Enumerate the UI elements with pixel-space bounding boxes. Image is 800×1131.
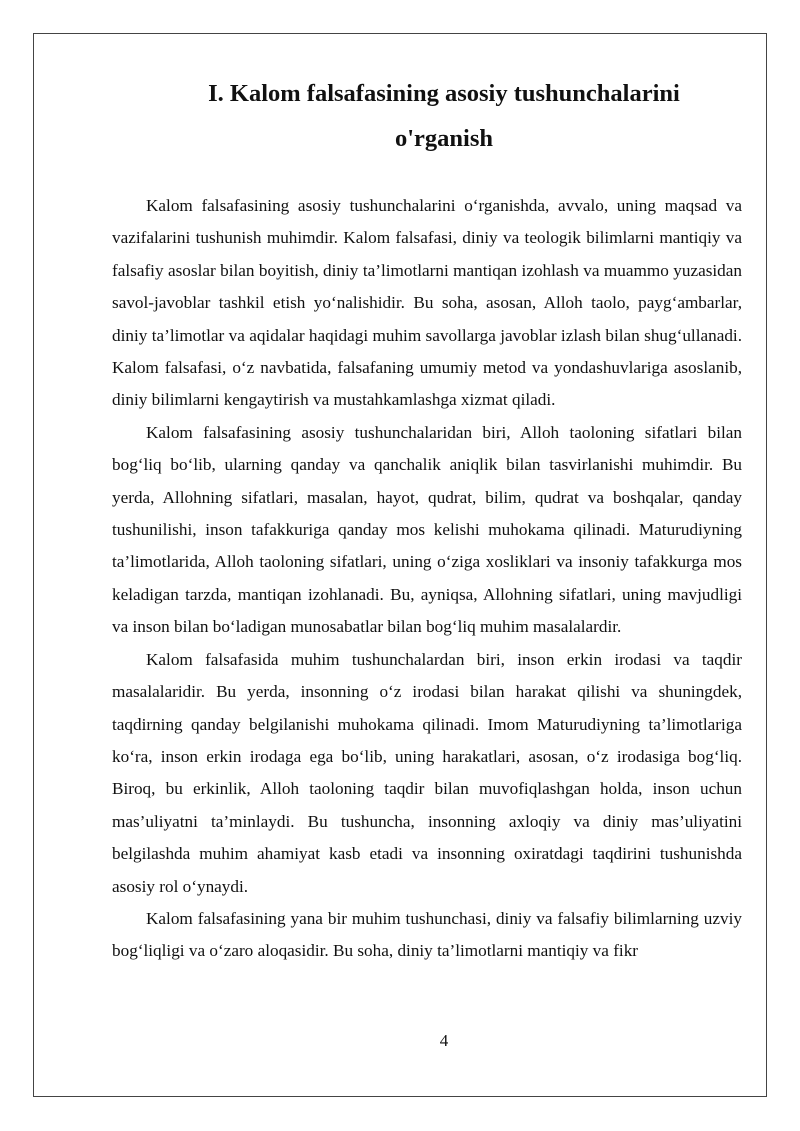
- section-title-continuation: o'rganish: [394, 125, 494, 152]
- paragraph: Kalom falsafasining yana bir muhim tushunchasi, diniy va falsafiy bilimlarning uzviy bog‘liqligi va o‘zaro aloqasidir. Bu soha, diniy ta’limotlarni mantiqiy va fikr: [112, 908, 742, 961]
- body-text: [112, 190, 742, 968]
- page-number: 4: [439, 1031, 449, 1050]
- paragraph: Kalom falsafasida muhim tushunchalardan biri, inson erkin irodasi va taqdir masalalaridir. Bu yerda, insonning o‘z irodasi bilan harakat qilishi va shuningdek, taqdirning qanday belgilanishi muhokama qilinadi. Imom Maturudiyning ta’limotlariga ko‘ra, inson erkin irodaga ega bo‘lib, uning harakatlari, asosan, o‘z irodasiga bog‘liq. Biroq, bu erkinlik, Alloh taoloning taqdir bilan muvofiqlashgan holda, inson uchun mas’uliyatni ta’minlaydi. Bu tushuncha, insonning axloqiy va diniy mas’uliyatini belgilashda muhim ahamiyat kasb etadi va insonning oxiratdagi taqdirini tushunishda asosiy rol o‘ynaydi.: [112, 649, 742, 896]
- paragraph: Kalom falsafasining asosiy tushunchalarini o‘rganishda, avvalo, uning maqsad va vazifalarini tushunish muhimdir. Kalom falsafasi, diniy va teologik bilimlarni mantiqiy va falsafiy asoslar bilan boyitish, diniy ta’limotlarni mantiqan izohlash va muammo yuzasidan savol-javoblar tashkil etish yo‘nalishidir. Bu soha, asosan, Alloh taolo, payg‘ambarlar, diniy ta’limotlar va aqidalar haqidagi muhim savollarga javoblar izlash bilan shug‘ullanadi. Kalom falsafasi, o‘z navbatida, falsafaning umumiy metod va yondashuvlariga asoslanib, diniy bilimlarni kengaytirish va mustahkamlashga xizmat qiladi.: [112, 196, 742, 410]
- paragraph: Kalom falsafasining asosiy tushunchalaridan biri, Alloh taoloning sifatlari bilan bog‘liq bo‘lib, ularning qanday va qanchalik aniqlik bilan tasvirlanishi muhimdir. Bu yerda, Allohning sifatlari, masalan, hayot, qudrat, bilim, qudrat va boshqalar, qanday tushunilishi, inson tafakkuriga qanday mos kelishi muhokama qilinadi. Maturudiyning ta’limotlarida, Alloh taoloning sifatlari, uning o‘ziga xosliklari va insoniy tafakkurga mos keladigan tarzda, mantiqan izohlanadi. Bu, ayniqsa, Allohning sifatlari, uning mavjudligi va inson bilan bo‘ladigan munosabatlar bilan bog‘liq muhim masalalardir.: [112, 422, 742, 637]
- section-title: I. Kalom falsafasining asosiy tushunchalarini: [208, 80, 680, 107]
